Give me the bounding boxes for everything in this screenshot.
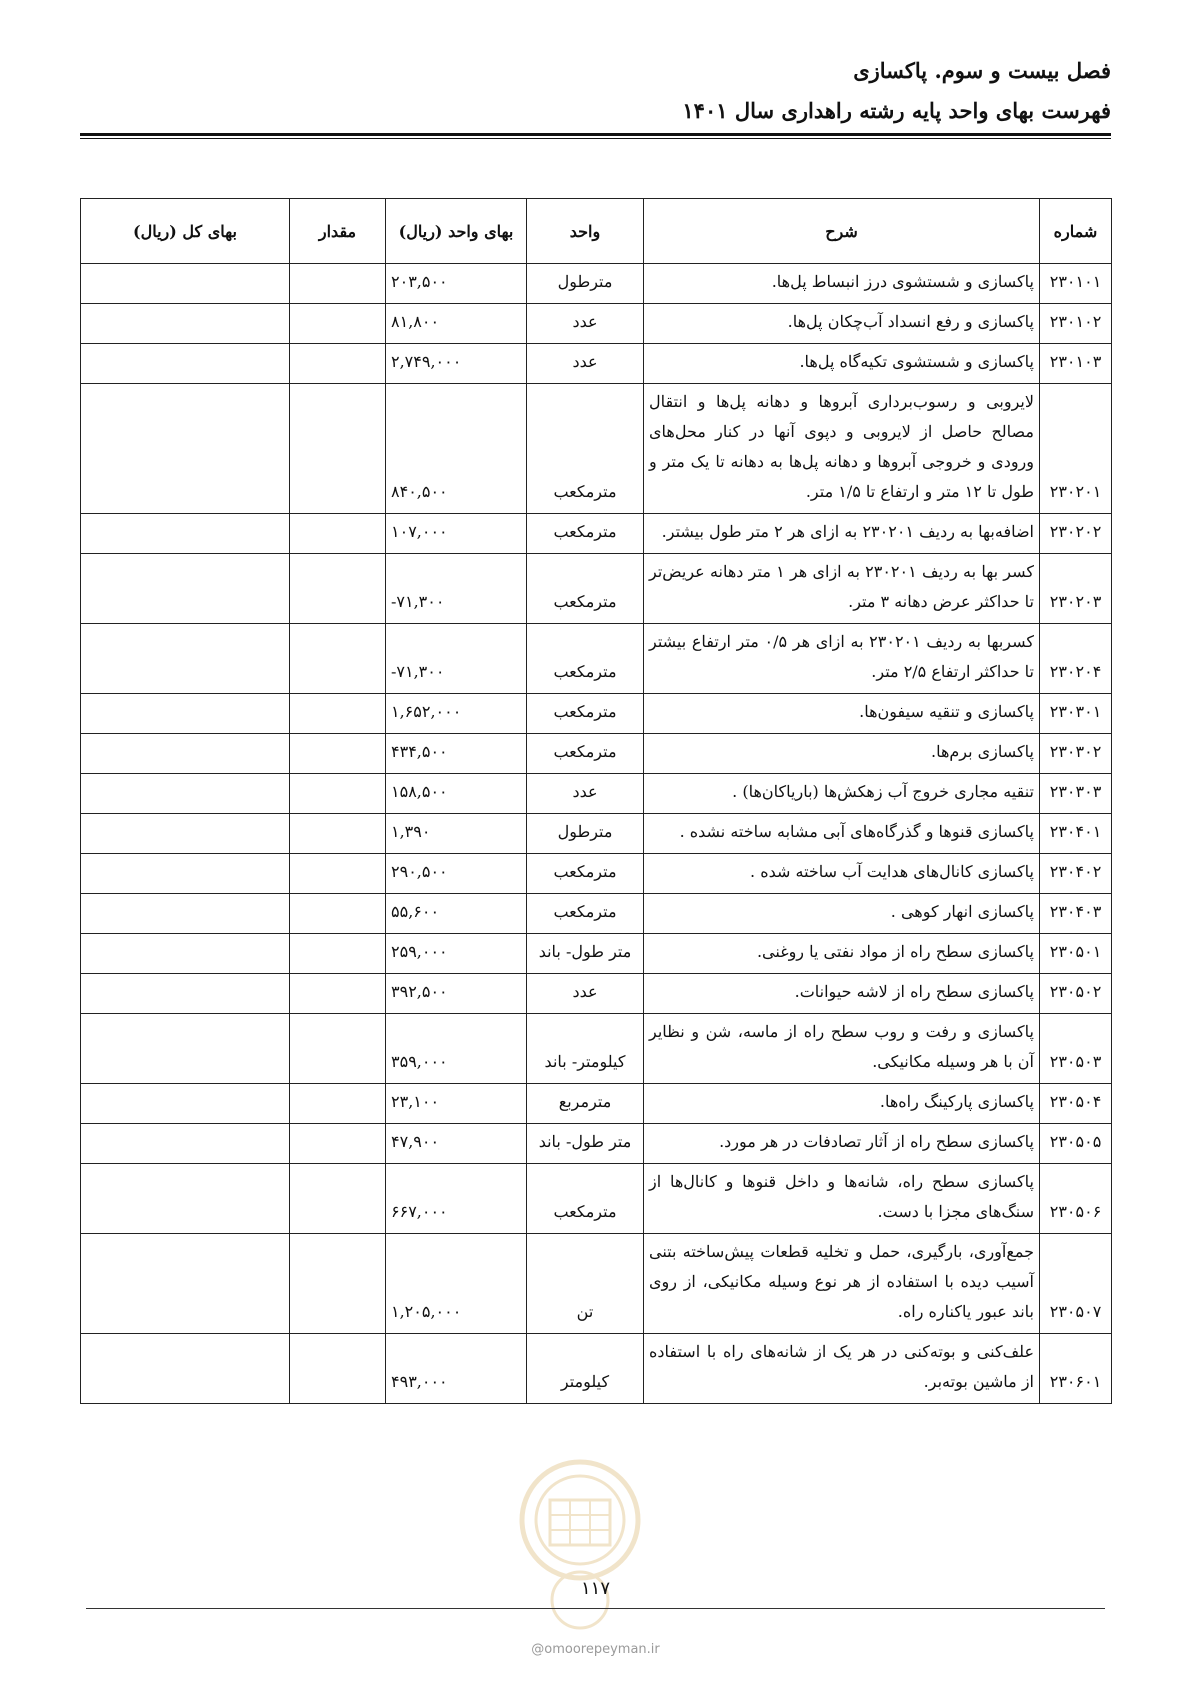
item-total-price: [81, 974, 290, 1014]
item-description: پاکسازی و شستشوی درز انبساط پل‌ها.: [644, 264, 1040, 304]
item-code: ۲۳۰۵۰۱: [1040, 934, 1112, 974]
item-unit-price: ۲۹۰,۵۰۰: [386, 854, 527, 894]
item-code: ۲۳۰۵۰۳: [1040, 1014, 1112, 1084]
item-code: ۲۳۰۵۰۴: [1040, 1084, 1112, 1124]
item-total-price: [81, 894, 290, 934]
item-code: ۲۳۰۴۰۳: [1040, 894, 1112, 934]
item-total-price: [81, 854, 290, 894]
table-row: [81, 1084, 1112, 1124]
item-quantity: [290, 514, 386, 554]
item-total-price: [81, 774, 290, 814]
item-code: ۲۳۰۵۰۵: [1040, 1124, 1112, 1164]
item-quantity: [290, 974, 386, 1014]
table-row: [81, 514, 1112, 554]
item-quantity: [290, 1084, 386, 1124]
item-quantity: [290, 344, 386, 384]
watermark-seal-icon: [505, 1440, 655, 1640]
item-unit: مترطول: [527, 814, 644, 854]
item-description: پاکسازی و رفع انسداد آب‌چکان پل‌ها.: [644, 304, 1040, 344]
item-description: لایروبی و رسوب‌برداری آبروها و دهانه پل‌ها و انتقال مصالح حاصل از لایروبی و دپوی آنها در کنار محل‌های ورودی و خروجی آبروها و دهانه پل‌ها به دهانه تا یک متر و طول تا ۱۲ متر و ارتفاع تا ۱/۵ متر.: [644, 384, 1040, 514]
item-total-price: [81, 304, 290, 344]
item-description: اضافه‌بها به ردیف ۲۳۰۲۰۱ به ازای هر ۲ متر طول بیشتر.: [644, 514, 1040, 554]
item-code: ۲۳۰۶۰۱: [1040, 1334, 1112, 1404]
item-description: پاکسازی کانال‌های هدایت آب ساخته شده .: [644, 854, 1040, 894]
item-total-price: [81, 814, 290, 854]
item-total-price: [81, 624, 290, 694]
table-row: [81, 934, 1112, 974]
item-quantity: [290, 1234, 386, 1334]
item-unit: تن: [527, 1234, 644, 1334]
table-row: [81, 1014, 1112, 1084]
col-header-description: شرح: [644, 199, 1040, 264]
table-row: [81, 264, 1112, 304]
item-unit: عدد: [527, 304, 644, 344]
item-total-price: [81, 1014, 290, 1084]
item-unit: مترمکعب: [527, 1164, 644, 1234]
item-code: ۲۳۰۵۰۶: [1040, 1164, 1112, 1234]
page-number: ۱۱۷: [580, 1578, 610, 1599]
item-unit-price: ۱۰۷,۰۰۰: [386, 514, 527, 554]
table-row: [81, 854, 1112, 894]
item-unit: متر طول- باند: [527, 934, 644, 974]
col-header-code: شماره: [1040, 199, 1112, 264]
table-row: [81, 814, 1112, 854]
table-row: [81, 384, 1112, 514]
item-code: ۲۳۰۳۰۳: [1040, 774, 1112, 814]
item-description: پاکسازی قنوها و گذرگاه‌های آبی مشابه ساخته نشده .: [644, 814, 1040, 854]
col-header-total-price: بهای کل (ریال): [81, 199, 290, 264]
item-unit: مترمکعب: [527, 734, 644, 774]
table-row: [81, 974, 1112, 1014]
item-total-price: [81, 384, 290, 514]
table-row: [81, 554, 1112, 624]
item-total-price: [81, 934, 290, 974]
item-total-price: [81, 1124, 290, 1164]
item-code: ۲۳۰۳۰۱: [1040, 694, 1112, 734]
item-unit-price: ۱,۶۵۲,۰۰۰: [386, 694, 527, 734]
item-unit: عدد: [527, 974, 644, 1014]
item-unit-price: -۷۱,۳۰۰: [386, 554, 527, 624]
item-code: ۲۳۰۱۰۱: [1040, 264, 1112, 304]
col-header-quantity: مقدار: [290, 199, 386, 264]
item-description: پاکسازی انهار کوهی .: [644, 894, 1040, 934]
item-quantity: [290, 1124, 386, 1164]
table-row: [81, 894, 1112, 934]
item-code: ۲۳۰۳۰۲: [1040, 734, 1112, 774]
table-row: [81, 774, 1112, 814]
item-quantity: [290, 694, 386, 734]
item-unit: مترمکعب: [527, 694, 644, 734]
item-quantity: [290, 774, 386, 814]
item-unit: مترمکعب: [527, 894, 644, 934]
item-unit-price: ۸۱,۸۰۰: [386, 304, 527, 344]
item-total-price: [81, 264, 290, 304]
item-unit-price: ۲۳,۱۰۰: [386, 1084, 527, 1124]
item-code: ۲۳۰۲۰۱: [1040, 384, 1112, 514]
price-list-table: [80, 198, 1112, 1404]
item-quantity: [290, 814, 386, 854]
item-unit-price: ۲,۷۴۹,۰۰۰: [386, 344, 527, 384]
item-total-price: [81, 554, 290, 624]
table-row: [81, 1334, 1112, 1404]
item-code: ۲۳۰۲۰۳: [1040, 554, 1112, 624]
item-description: پاکسازی و تنقیه سیفون‌ها.: [644, 694, 1040, 734]
item-code: ۲۳۰۵۰۲: [1040, 974, 1112, 1014]
item-unit: مترمکعب: [527, 854, 644, 894]
table-row: [81, 1124, 1112, 1164]
item-description: پاکسازی سطح راه از مواد نفتی یا روغنی.: [644, 934, 1040, 974]
item-unit: مترمربع: [527, 1084, 644, 1124]
item-quantity: [290, 304, 386, 344]
item-unit-price: ۱,۲۰۵,۰۰۰: [386, 1234, 527, 1334]
item-unit-price: ۱۵۸,۵۰۰: [386, 774, 527, 814]
item-description: جمع‌آوری، بارگیری، حمل و تخلیه قطعات پیش‌ساخته بتنی آسیب دیده با استفاده از هر نوع وسیله مکانیکی، از روی باند عبور یاکناره راه.: [644, 1234, 1040, 1334]
table-row: [81, 624, 1112, 694]
item-unit-price: ۲۵۹,۰۰۰: [386, 934, 527, 974]
item-total-price: [81, 1084, 290, 1124]
item-unit: مترمکعب: [527, 554, 644, 624]
item-code: ۲۳۰۱۰۳: [1040, 344, 1112, 384]
item-unit-price: ۳۵۹,۰۰۰: [386, 1014, 527, 1084]
table-row: [81, 1234, 1112, 1334]
col-header-unit: واحد: [527, 199, 644, 264]
item-description: پاکسازی و رفت و روب سطح راه از ماسه، شن و نظایر آن با هر وسیله مکانیکی.: [644, 1014, 1040, 1084]
item-code: ۲۳۰۱۰۲: [1040, 304, 1112, 344]
item-total-price: [81, 694, 290, 734]
item-unit-price: ۲۰۳,۵۰۰: [386, 264, 527, 304]
item-description: کسربها به ردیف ۲۳۰۲۰۱ به ازای هر ۰/۵ متر ارتفاع بیشتر تا حداکثر ارتفاع ۲/۵ متر.: [644, 624, 1040, 694]
item-total-price: [81, 1234, 290, 1334]
item-code: ۲۳۰۵۰۷: [1040, 1234, 1112, 1334]
header-rule-thick: [80, 133, 1111, 136]
col-header-unit-price: بهای واحد (ریال): [386, 199, 527, 264]
table-row: [81, 1164, 1112, 1234]
item-code: ۲۳۰۴۰۲: [1040, 854, 1112, 894]
item-total-price: [81, 514, 290, 554]
item-quantity: [290, 854, 386, 894]
item-unit: عدد: [527, 344, 644, 384]
item-quantity: [290, 1334, 386, 1404]
item-quantity: [290, 934, 386, 974]
item-quantity: [290, 894, 386, 934]
table-row: [81, 734, 1112, 774]
item-unit-price: ۱,۳۹۰: [386, 814, 527, 854]
item-quantity: [290, 264, 386, 304]
item-code: ۲۳۰۲۰۴: [1040, 624, 1112, 694]
item-unit: عدد: [527, 774, 644, 814]
item-unit: مترمکعب: [527, 384, 644, 514]
item-unit: مترمکعب: [527, 624, 644, 694]
item-quantity: [290, 1164, 386, 1234]
item-unit: کیلومتر- باند: [527, 1014, 644, 1084]
item-unit-price: -۷۱,۳۰۰: [386, 624, 527, 694]
footer-rule: [86, 1608, 1105, 1609]
website-watermark: @omoorepeyman.ir: [531, 1642, 660, 1657]
item-unit-price: ۸۴۰,۵۰۰: [386, 384, 527, 514]
item-unit-price: ۵۵,۶۰۰: [386, 894, 527, 934]
table-body: [81, 264, 1112, 1404]
table-header-row: [81, 199, 1112, 264]
item-description: پاکسازی و شستشوی تکیه‌گاه پل‌ها.: [644, 344, 1040, 384]
item-total-price: [81, 1164, 290, 1234]
item-unit: کیلومتر: [527, 1334, 644, 1404]
item-unit-price: ۳۹۲,۵۰۰: [386, 974, 527, 1014]
table-row: [81, 304, 1112, 344]
item-description: پاکسازی سطح راه از لاشه حیوانات.: [644, 974, 1040, 1014]
item-unit: متر طول- باند: [527, 1124, 644, 1164]
item-unit-price: ۴۳۴,۵۰۰: [386, 734, 527, 774]
item-unit-price: ۶۶۷,۰۰۰: [386, 1164, 527, 1234]
item-description: علف‌کنی و بوته‌کنی در هر یک از شانه‌های راه با استفاده از ماشین بوته‌بر.: [644, 1334, 1040, 1404]
item-quantity: [290, 384, 386, 514]
table-row: [81, 344, 1112, 384]
item-unit-price: ۴۷,۹۰۰: [386, 1124, 527, 1164]
item-quantity: [290, 734, 386, 774]
item-description: کسر بها به ردیف ۲۳۰۲۰۱ به ازای هر ۱ متر دهانه عریض‌تر تا حداکثر عرض دهانه ۳ متر.: [644, 554, 1040, 624]
item-quantity: [290, 1014, 386, 1084]
item-description: پاکسازی سطح راه، شانه‌ها و داخل قنوها و کانال‌ها از سنگ‌های مجزا با دست.: [644, 1164, 1040, 1234]
document-subtitle: فهرست بهای واحد پایه رشته راهداری سال ۱۴۰۱: [682, 98, 1111, 123]
item-total-price: [81, 1334, 290, 1404]
item-quantity: [290, 554, 386, 624]
chapter-title: فصل بیست و سوم. پاکسازی: [853, 58, 1111, 83]
item-description: پاکسازی سطح راه از آثار تصادفات در هر مورد.: [644, 1124, 1040, 1164]
item-quantity: [290, 624, 386, 694]
item-code: ۲۳۰۲۰۲: [1040, 514, 1112, 554]
item-unit: مترمکعب: [527, 514, 644, 554]
item-description: پاکسازی پارکینگ راه‌ها.: [644, 1084, 1040, 1124]
item-unit: مترطول: [527, 264, 644, 304]
table-row: [81, 694, 1112, 734]
item-description: تنقیه مجاری خروج آب زهکش‌ها (باریاکان‌ها) .: [644, 774, 1040, 814]
item-total-price: [81, 344, 290, 384]
item-code: ۲۳۰۴۰۱: [1040, 814, 1112, 854]
item-unit-price: ۴۹۳,۰۰۰: [386, 1334, 527, 1404]
item-description: پاکسازی برم‌ها.: [644, 734, 1040, 774]
header-rule-thin: [80, 138, 1111, 139]
item-total-price: [81, 734, 290, 774]
